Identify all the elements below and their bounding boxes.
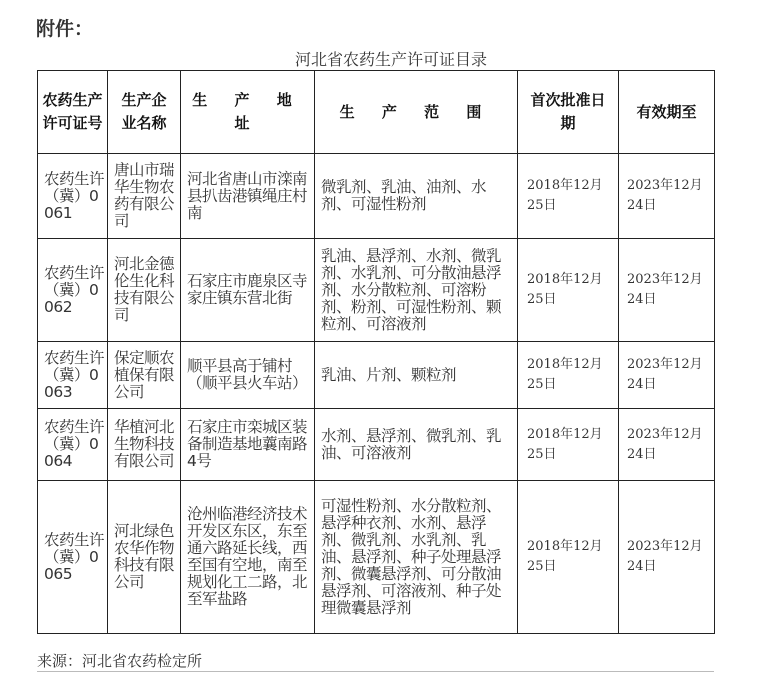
header-address: 生 产 地 址: [181, 71, 315, 154]
valid-until-cell: 2023年12月 24日: [619, 481, 715, 634]
company-cell: 河北绿色农华作物科技有限公司: [108, 481, 181, 634]
company-cell: 唐山市瑞华生物农药有限公司: [108, 154, 181, 239]
first-approval-cell: 2018年12月25日: [518, 239, 619, 342]
license-no-cell: 农药生许（冀）0062: [38, 239, 108, 342]
table-title: 河北省农药生产许可证目录: [294, 50, 487, 69]
license-no-cell: 农药生许（冀）0064: [38, 409, 108, 481]
license-no-cell: 农药生许（冀）0065: [38, 481, 108, 634]
license-no-cell: 农药生许（冀）0063: [38, 342, 108, 409]
address-cell: 河北省唐山市滦南县扒齿港镇绳庄村南: [181, 154, 315, 239]
first-approval-cell: 2018年12月25日: [518, 409, 619, 481]
table-row: [38, 154, 715, 239]
table-row: [38, 239, 715, 342]
scope-cell: 乳油、片剂、颗粒剂: [315, 342, 518, 409]
valid-until-cell: 2023年12月 24日: [619, 342, 715, 409]
valid-until-cell: 2023年12月 24日: [619, 239, 715, 342]
header-valid-until: 有效期至: [619, 71, 715, 154]
valid-until-cell: 2023年12月 24日: [619, 409, 715, 481]
company-cell: 保定顺农植保有限公司: [108, 342, 181, 409]
table-row: [38, 481, 715, 634]
address-cell: 顺平县高于铺村（顺平县火车站）: [181, 342, 315, 409]
header-scope: 生 产 范 围: [315, 71, 518, 154]
table-row: [38, 409, 715, 481]
first-approval-cell: 2018年12月25日: [518, 154, 619, 239]
valid-until-cell: 2023年12月 24日: [619, 154, 715, 239]
header-license-no: 农药生产许可证号: [38, 71, 108, 154]
source-note: 来源：河北省农药检定所: [37, 652, 203, 670]
scope-cell: 可湿性粉剂、水分散粒剂、悬浮种衣剂、水剂、悬浮剂、微乳剂、水乳剂、乳油、悬浮剂、种子处理悬浮剂、微囊悬浮剂、可分散油悬浮剂、可溶液剂、种子处理微囊悬浮剂: [315, 481, 518, 634]
scope-cell: 水剂、悬浮剂、微乳剂、乳油、可溶液剂: [315, 409, 518, 481]
table-header-row: [38, 71, 715, 154]
header-company: 生产企业名称: [108, 71, 181, 154]
attachment-label: 附件：: [36, 18, 94, 40]
address-cell: 石家庄市栾城区装备制造基地蘘南路4号: [181, 409, 315, 481]
table-row: [38, 342, 715, 409]
header-first-approval: 首次批准日期: [518, 71, 619, 154]
scope-cell: 微乳剂、乳油、油剂、水剂、可湿性粉剂: [315, 154, 518, 239]
address-cell: 石家庄市鹿泉区寺家庄镇东营北街: [181, 239, 315, 342]
company-cell: 河北金德伦生化科技有限公司: [108, 239, 181, 342]
company-cell: 华植河北生物科技有限公司: [108, 409, 181, 481]
first-approval-cell: 2018年12月25日: [518, 481, 619, 634]
license-table: [37, 70, 715, 634]
first-approval-cell: 2018年12月25日: [518, 342, 619, 409]
scope-cell: 乳油、悬浮剂、水剂、微乳剂、水乳剂、可分散油悬浮剂、水分散粒剂、可溶粉剂、粉剂、可湿性粉剂、颗粒剂、可溶液剂: [315, 239, 518, 342]
license-no-cell: 农药生许（冀）0061: [38, 154, 108, 239]
footer-divider: [37, 671, 714, 672]
address-cell: 沧州临港经济技术开发区东区，东至通六路延长线，西至国有空地，南至规划化工二路，北至军盐路: [181, 481, 315, 634]
